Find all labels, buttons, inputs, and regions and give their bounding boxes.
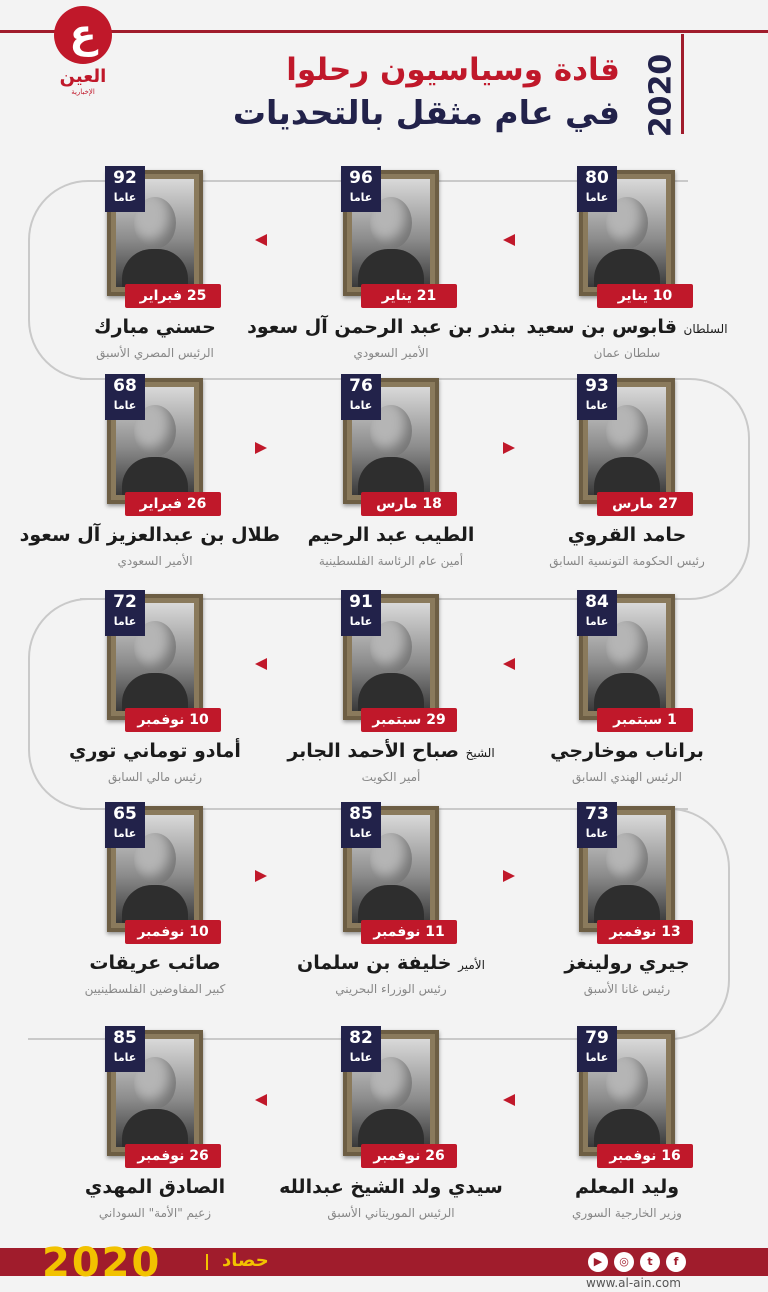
leader-card bbox=[502, 1030, 752, 1230]
leader-name bbox=[502, 1176, 752, 1198]
age-number: 84 bbox=[585, 592, 609, 612]
age-unit: عاما bbox=[349, 399, 373, 412]
leader-card bbox=[30, 170, 280, 370]
twitter-icon[interactable]: t bbox=[640, 1252, 660, 1272]
portrait-body bbox=[358, 673, 424, 711]
leader-role: الرئيس الهندي السابق bbox=[571, 770, 683, 784]
leader-name bbox=[502, 740, 752, 762]
age-number: 96 bbox=[349, 168, 373, 188]
age-number: 85 bbox=[349, 804, 373, 824]
leader-role: كبير المفاوضين الفلسطينيين bbox=[84, 982, 226, 996]
page-title bbox=[150, 50, 620, 136]
death-date: 13 نوفمبر bbox=[597, 920, 693, 944]
leader-role: الأمير السعودي bbox=[353, 346, 429, 360]
leader-name-text: حسني مبارك bbox=[94, 316, 216, 338]
leader-role: الأمير السعودي bbox=[117, 554, 193, 568]
portrait-body bbox=[594, 1109, 660, 1147]
arrow-right-icon bbox=[255, 442, 267, 454]
leader-name-text: حامد القروي bbox=[567, 524, 687, 546]
leader-name-text: أمادو توماني توري bbox=[69, 740, 241, 762]
age-unit: عاما bbox=[349, 191, 373, 204]
age-unit: عاما bbox=[113, 399, 137, 412]
portrait-body bbox=[122, 457, 188, 495]
leader-name bbox=[30, 740, 280, 762]
leader-name-text: خليفة بن سلمان bbox=[297, 952, 452, 974]
leader-name bbox=[266, 952, 516, 974]
arrow-right-icon bbox=[255, 870, 267, 882]
leader-role: أمير الكويت bbox=[361, 770, 421, 784]
age-badge bbox=[105, 166, 145, 212]
age-badge bbox=[577, 802, 617, 848]
death-date: 21 يناير bbox=[361, 284, 457, 308]
arrow-left-icon bbox=[503, 234, 515, 246]
portrait-body bbox=[594, 249, 660, 287]
age-unit: عاما bbox=[349, 615, 373, 628]
age-unit: عاما bbox=[349, 1051, 373, 1064]
year-badge-text: 2020 bbox=[643, 53, 679, 138]
age-badge bbox=[105, 802, 145, 848]
title-line-1: قادة وسياسيون رحلوا bbox=[286, 52, 620, 88]
portrait-body bbox=[122, 673, 188, 711]
leader-card bbox=[502, 806, 752, 1006]
leader-name-text: براناب موخارجي bbox=[550, 740, 704, 762]
leader-name-text: سيدي ولد الشيخ عبدالله bbox=[279, 1176, 503, 1198]
age-badge bbox=[105, 590, 145, 636]
website-link[interactable]: www.al-ain.com bbox=[586, 1276, 681, 1290]
death-date: 10 نوفمبر bbox=[125, 708, 221, 732]
year-badge bbox=[636, 34, 684, 138]
portrait-body bbox=[358, 249, 424, 287]
title-line-2: في عام مثقل بالتحديات bbox=[232, 93, 620, 132]
leader-role: الرئيس الموريتاني الأسبق bbox=[327, 1206, 455, 1220]
leader-name-text: بندر بن عبد الرحمن آل سعود bbox=[247, 316, 516, 338]
arrow-left-icon bbox=[255, 658, 267, 670]
logo-name: العين bbox=[59, 66, 107, 87]
arrow-left-icon bbox=[503, 1094, 515, 1106]
age-badge bbox=[577, 1026, 617, 1072]
age-badge bbox=[341, 590, 381, 636]
arrow-left-icon bbox=[503, 658, 515, 670]
leader-card bbox=[247, 168, 516, 370]
death-date: 26 نوفمبر bbox=[361, 1144, 457, 1168]
portrait-body bbox=[358, 885, 424, 923]
age-badge bbox=[341, 1026, 381, 1072]
youtube-icon[interactable]: ▶ bbox=[588, 1252, 608, 1272]
leader-name bbox=[266, 740, 516, 762]
leader-name bbox=[266, 524, 516, 546]
leader-card bbox=[30, 594, 280, 794]
leader-card bbox=[502, 594, 752, 794]
age-number: 85 bbox=[113, 1028, 137, 1048]
name-prefix: الشيخ bbox=[465, 746, 495, 760]
death-date: 26 فبراير bbox=[125, 492, 221, 516]
death-date: 18 مارس bbox=[361, 492, 457, 516]
portrait-body bbox=[122, 1109, 188, 1147]
age-number: 92 bbox=[113, 168, 137, 188]
age-badge bbox=[341, 374, 381, 420]
leader-name bbox=[502, 952, 752, 974]
leader-role: الرئيس المصري الأسبق bbox=[96, 346, 214, 360]
age-number: 93 bbox=[585, 376, 609, 396]
facebook-icon[interactable]: f bbox=[666, 1252, 686, 1272]
age-unit: عاما bbox=[585, 615, 609, 628]
age-badge bbox=[105, 1026, 145, 1072]
age-number: 65 bbox=[113, 804, 137, 824]
leader-name-text: صائب عريقات bbox=[89, 952, 221, 974]
leader-name bbox=[247, 316, 516, 338]
leader-name bbox=[266, 1176, 516, 1198]
leader-card bbox=[30, 806, 280, 1006]
age-number: 91 bbox=[349, 592, 373, 612]
leader-card bbox=[266, 806, 516, 1006]
leader-card bbox=[266, 378, 516, 578]
portrait-body bbox=[358, 1109, 424, 1147]
age-badge bbox=[105, 374, 145, 420]
leader-card bbox=[502, 378, 752, 578]
leader-name bbox=[19, 524, 280, 546]
arrow-right-icon bbox=[503, 870, 515, 882]
leader-name-text: جيري رولينغز bbox=[564, 952, 690, 974]
age-unit: عاما bbox=[585, 399, 609, 412]
death-date: 27 مارس bbox=[597, 492, 693, 516]
leader-role: زعيم "الأمة" السوداني bbox=[98, 1206, 212, 1220]
death-date: 25 فبراير bbox=[125, 284, 221, 308]
death-date: 11 نوفمبر bbox=[361, 920, 457, 944]
footer-label: حصاد bbox=[222, 1250, 269, 1271]
portrait-body bbox=[358, 457, 424, 495]
arrow-left-icon bbox=[255, 1094, 267, 1106]
leader-card bbox=[502, 170, 752, 370]
age-number: 82 bbox=[349, 1028, 373, 1048]
leader-card bbox=[19, 376, 280, 578]
age-unit: عاما bbox=[113, 1051, 137, 1064]
age-unit: عاما bbox=[585, 1051, 609, 1064]
leader-name-text: صباح الأحمد الجابر bbox=[287, 740, 459, 762]
arrow-right-icon bbox=[503, 442, 515, 454]
leader-name bbox=[30, 952, 280, 974]
leader-name-text: الصادق المهدي bbox=[84, 1176, 226, 1198]
portrait-body bbox=[594, 885, 660, 923]
leader-name-text: طلال بن عبدالعزيز آل سعود bbox=[19, 524, 280, 546]
leader-role: وزير الخارجية السوري bbox=[572, 1206, 682, 1220]
leader-role: رئيس الوزراء البحريني bbox=[335, 982, 447, 996]
death-date: 29 سبتمبر bbox=[361, 708, 457, 732]
death-date: 16 نوفمبر bbox=[597, 1144, 693, 1168]
age-number: 73 bbox=[585, 804, 609, 824]
leader-role: سلطان عمان bbox=[593, 346, 661, 360]
logo-subtitle: الإخبارية bbox=[71, 88, 95, 96]
leader-card bbox=[30, 1030, 280, 1230]
leader-name bbox=[502, 316, 752, 338]
age-unit: عاما bbox=[349, 827, 373, 840]
leader-name bbox=[502, 524, 752, 546]
name-prefix: السلطان bbox=[683, 322, 728, 336]
leader-card bbox=[266, 1030, 516, 1230]
age-unit: عاما bbox=[113, 615, 137, 628]
age-unit: عاما bbox=[585, 827, 609, 840]
age-number: 79 bbox=[585, 1028, 609, 1048]
portrait-body bbox=[122, 249, 188, 287]
portrait-body bbox=[122, 885, 188, 923]
age-unit: عاما bbox=[113, 827, 137, 840]
leader-role: رئيس غانا الأسبق bbox=[583, 982, 671, 996]
leader-name-text: الطيب عبد الرحيم bbox=[307, 524, 475, 546]
leader-role: رئيس الحكومة التونسية السابق bbox=[549, 554, 705, 568]
leader-role: رئيس مالي السابق bbox=[107, 770, 203, 784]
leader-role: أمين عام الرئاسة الفلسطينية bbox=[318, 554, 464, 568]
footer-year: 2020 bbox=[42, 1240, 162, 1286]
age-number: 72 bbox=[113, 592, 137, 612]
death-date: 10 يناير bbox=[597, 284, 693, 308]
leader-name-text: وليد المعلم bbox=[574, 1176, 680, 1198]
age-unit: عاما bbox=[585, 191, 609, 204]
death-date: 1 سبتمبر bbox=[597, 708, 693, 732]
logo[interactable] bbox=[40, 4, 120, 100]
portrait-body bbox=[594, 673, 660, 711]
age-number: 68 bbox=[113, 376, 137, 396]
death-date: 10 نوفمبر bbox=[125, 920, 221, 944]
age-badge bbox=[577, 166, 617, 212]
arrow-left-icon bbox=[255, 234, 267, 246]
age-badge bbox=[577, 374, 617, 420]
age-number: 76 bbox=[349, 376, 373, 396]
instagram-icon[interactable]: ◎ bbox=[614, 1252, 634, 1272]
leader-name bbox=[30, 316, 280, 338]
leader-card bbox=[266, 594, 516, 794]
leader-name bbox=[30, 1176, 280, 1198]
death-date: 26 نوفمبر bbox=[125, 1144, 221, 1168]
name-prefix: الأمير bbox=[458, 958, 485, 972]
logo-symbol: ع bbox=[54, 6, 112, 64]
portrait-body bbox=[594, 457, 660, 495]
age-badge bbox=[341, 802, 381, 848]
age-badge bbox=[577, 590, 617, 636]
age-badge bbox=[341, 166, 381, 212]
age-number: 80 bbox=[585, 168, 609, 188]
leader-name-text: قابوس بن سعيد bbox=[526, 316, 677, 338]
footer-divider bbox=[206, 1254, 208, 1270]
age-unit: عاما bbox=[113, 191, 137, 204]
